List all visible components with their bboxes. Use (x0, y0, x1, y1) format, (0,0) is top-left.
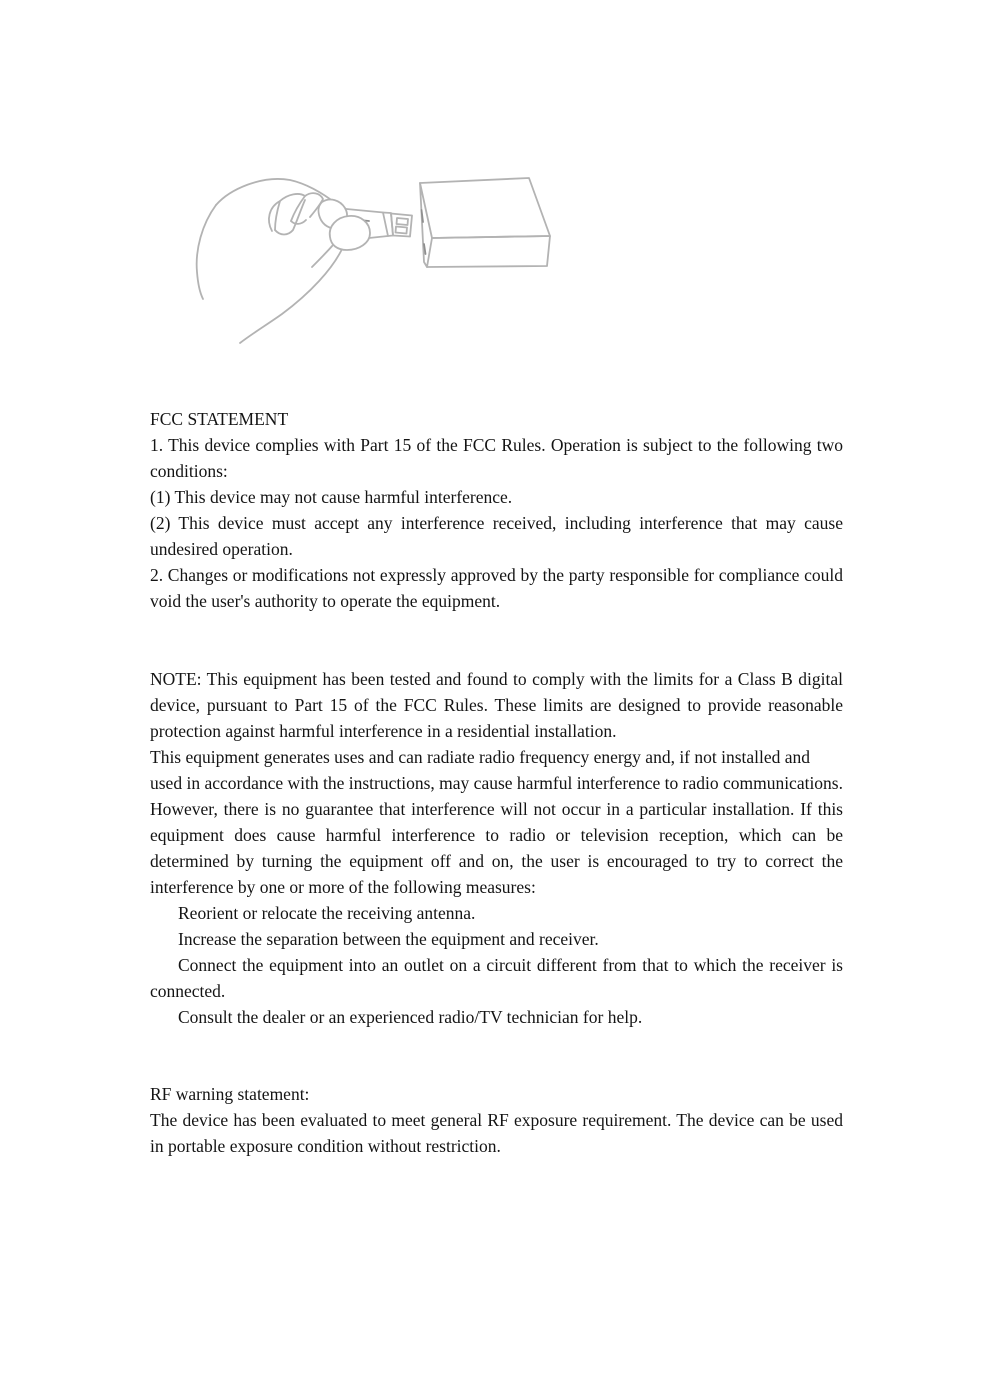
note-paragraph-limits: NOTE: This equipment has been tested and found to comply with the limits for a Class B digital device, pursuant to Part 15 of the FCC Rules. These limits are designed to provide reasonable protection against harmful interference in a residential installation. (150, 669, 843, 741)
fcc-condition-2: (2) This device must accept any interference received, including interference that may cause undesired operation. (150, 513, 843, 559)
fcc-statement-section (150, 406, 843, 614)
rf-warning-section (150, 1081, 843, 1159)
rf-warning-heading: RF warning statement: (150, 1084, 310, 1104)
insert-direction-arrow-icon (367, 180, 402, 197)
document-body (150, 406, 843, 1159)
note-paragraph-energy: This equipment generates uses and can radiate radio frequency energy and, if not installed and (150, 747, 811, 767)
fcc-condition-1: (1) This device may not cause harmful interference. (150, 487, 513, 507)
rf-warning-body: The device has been evaluated to meet general RF exposure requirement. The device can be used in portable exposure condition without restriction. (150, 1110, 843, 1156)
measure-item-outlet: Connect the equipment into an outlet on a circuit different from that to which the receiver is connected. (150, 955, 843, 1001)
measure-item-reorient: Reorient or relocate the receiving antenna. (178, 903, 476, 923)
fcc-paragraph-modifications: 2. Changes or modifications not expressly approved by the party responsible for compliance could void the user's authority to operate the equipment. (150, 565, 843, 611)
note-paragraph-interference: used in accordance with the instructions, may cause harmful interference to radio communications. However, there is no guarantee that interference will not occur in a particular installation. If this equipment does cause harmful interference to radio or television reception, which can be determined by turning the equipment off and on, the user is encouraged to try to correct the interference by one or more of the following measures: (150, 773, 843, 897)
measure-item-separation: Increase the separation between the equipment and receiver. (178, 929, 599, 949)
fcc-note-section (150, 666, 843, 1030)
fcc-paragraph-conditions: 1. This device complies with Part 15 of the FCC Rules. Operation is subject to the following two conditions: (150, 435, 843, 481)
usb-insertion-illustration (150, 150, 570, 350)
fcc-statement-heading: FCC STATEMENT (150, 409, 289, 429)
hand-sketch (197, 179, 370, 343)
receiver-box-sketch (420, 178, 550, 267)
measure-item-dealer: Consult the dealer or an experienced radio/TV technician for help. (178, 1007, 643, 1027)
